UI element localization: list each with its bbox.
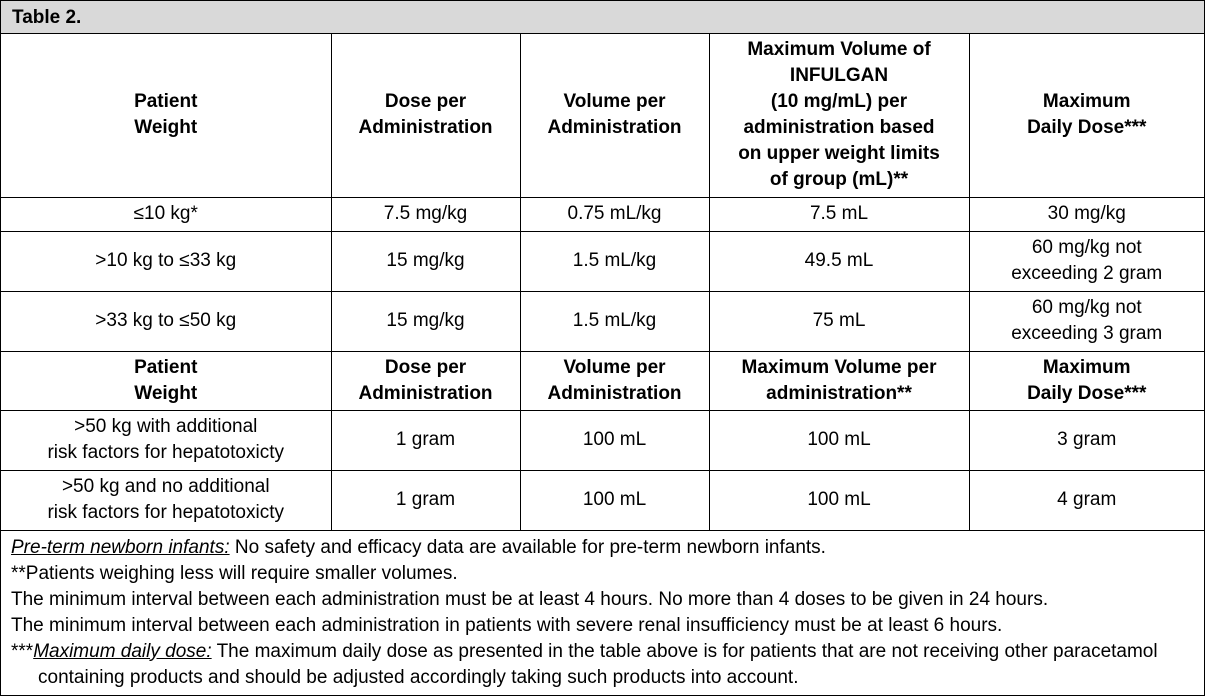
cell-volume-per-administration: 0.75 mL/kg (520, 197, 709, 231)
note-max-prefix: *** (11, 640, 34, 662)
header-cell-dose-per-administration: Dose per Administration (331, 351, 520, 410)
header-cell-max-volume: Maximum Volume of INFULGAN (10 mg/mL) per administration based on upper weight limits of group (mL)** (709, 34, 969, 197)
note-renal: The minimum interval between each administration in patients with severe renal insufficiency must be at least 6 hours. (11, 614, 1003, 636)
note-interval: The minimum interval between each administration must be at least 4 hours. No more than 4 doses to be given in 24 hours. (11, 588, 1049, 610)
header-cell-max-volume: Maximum Volume per administration** (709, 351, 969, 410)
cell-max-volume: 100 mL (709, 410, 969, 470)
note-max-text: The maximum daily dose as presented in the table above is for patients that are not receiving other paracetamol containing products and should be adjusted accordingly taking such products into account. (38, 640, 1158, 688)
cell-dose-per-administration: 1 gram (331, 470, 520, 530)
cell-patient-weight: >50 kg and no additional risk factors for hepatotoxicty (1, 470, 331, 530)
cell-volume-per-administration: 1.5 mL/kg (520, 231, 709, 291)
header-cell-max-daily-dose: Maximum Daily Dose*** (969, 351, 1204, 410)
cell-dose-per-administration: 15 mg/kg (331, 231, 520, 291)
table-row (1, 291, 1204, 351)
table-notes (1, 531, 1204, 691)
cell-max-daily-dose: 60 mg/kg not exceeding 3 gram (969, 291, 1204, 351)
header-cell-patient-weight: Patient Weight (1, 351, 331, 410)
table-row (1, 197, 1204, 231)
cell-max-volume: 75 mL (709, 291, 969, 351)
cell-max-daily-dose: 4 gram (969, 470, 1204, 530)
note-volumes: **Patients weighing less will require smaller volumes. (11, 562, 458, 584)
note-preterm-text: No safety and efficacy data are available for pre-term newborn infants. (229, 536, 826, 558)
cell-max-volume: 100 mL (709, 470, 969, 530)
cell-patient-weight: >10 kg to ≤33 kg (1, 231, 331, 291)
cell-max-daily-dose: 60 mg/kg not exceeding 2 gram (969, 231, 1204, 291)
table-row (1, 410, 1204, 470)
table-header-row (1, 34, 1204, 197)
cell-patient-weight: >33 kg to ≤50 kg (1, 291, 331, 351)
cell-dose-per-administration: 1 gram (331, 410, 520, 470)
note-max-label: Maximum daily dose: (33, 640, 212, 662)
table-row (1, 470, 1204, 530)
cell-max-daily-dose: 30 mg/kg (969, 197, 1204, 231)
cell-volume-per-administration: 1.5 mL/kg (520, 291, 709, 351)
header-cell-volume-per-administration: Volume per Administration (520, 351, 709, 410)
cell-dose-per-administration: 15 mg/kg (331, 291, 520, 351)
cell-patient-weight: ≤10 kg* (1, 197, 331, 231)
header-cell-max-daily-dose: Maximum Daily Dose*** (969, 34, 1204, 197)
table-title: Table 2. (1, 1, 1204, 34)
cell-max-volume: 7.5 mL (709, 197, 969, 231)
cell-max-daily-dose: 3 gram (969, 410, 1204, 470)
header-cell-dose-per-administration: Dose per Administration (331, 34, 520, 197)
note-preterm (11, 535, 1204, 561)
cell-volume-per-administration: 100 mL (520, 470, 709, 530)
table-row (1, 231, 1204, 291)
cell-patient-weight: >50 kg with additional risk factors for hepatotoxicty (1, 410, 331, 470)
cell-max-volume: 49.5 mL (709, 231, 969, 291)
dosing-table (1, 34, 1204, 531)
note-preterm-label: Pre-term newborn infants: (11, 536, 230, 558)
header-cell-volume-per-administration: Volume per Administration (520, 34, 709, 197)
cell-dose-per-administration: 7.5 mg/kg (331, 197, 520, 231)
table-header-row (1, 351, 1204, 410)
note-max-daily-dose (11, 639, 1204, 691)
cell-volume-per-administration: 100 mL (520, 410, 709, 470)
header-cell-patient-weight: Patient Weight (1, 34, 331, 197)
